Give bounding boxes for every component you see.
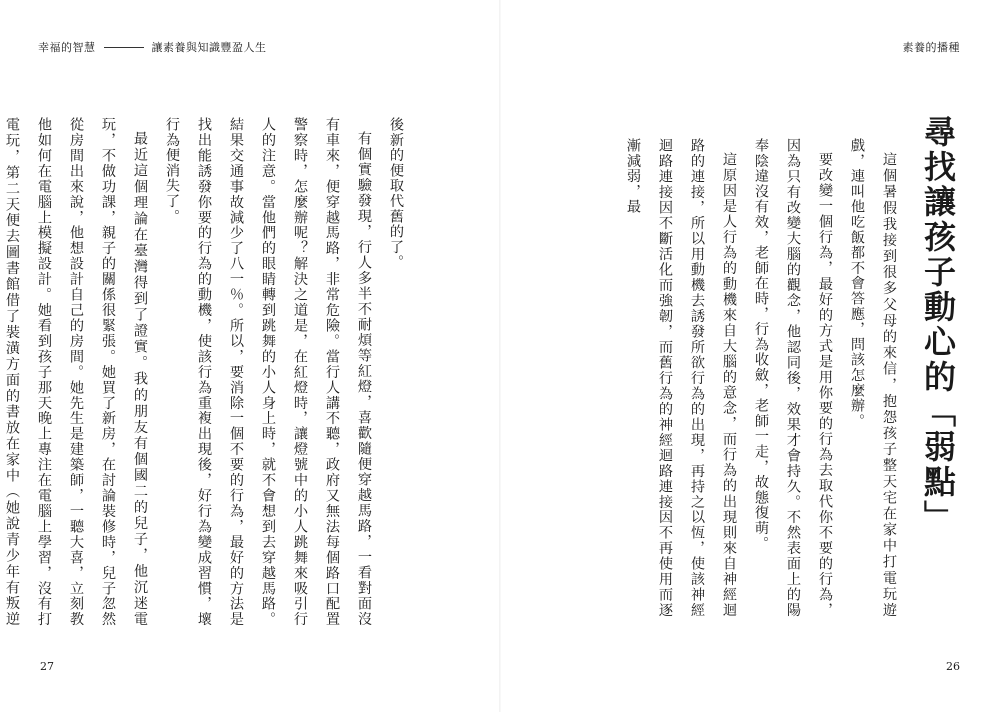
running-header-left xyxy=(38,39,267,55)
left-page-body xyxy=(4,117,412,627)
book-title: 幸福的智慧 xyxy=(38,41,96,54)
paragraph: 這個暑假我接到很多父母的來信，抱怨孩子整天宅在家中打電玩遊戲，連叫他吃飯都不會答應，問該怎麼辦。 xyxy=(849,138,897,618)
paragraph: 最近這個理論在臺灣得到了證實。我的朋友有個國二的兒子，他沉迷電玩，不做功課，親子的關係很緊張。她買了新房，在討論裝修時，兒子忽然從房間出來說，他想設計自己的房間。她先生是建築師，一聽大喜，立刻教他如何在電腦上模擬設計。她看到孩子那天晚上專注在電腦上學習，沒有打電玩，第二天便去圖書館借了裝潢方面的書放在家中（她說青少年有叛逆 xyxy=(4,117,148,627)
page-number-left: 27 xyxy=(40,660,54,673)
book-subtitle: 讓素養與知識豐盈人生 xyxy=(151,41,267,54)
chapter-title: 尋找讓孩子動心的「弱點」 xyxy=(919,115,957,535)
paragraph: 有個實驗發現，行人多半不耐煩等紅燈，喜歡隨便穿越馬路，一看對面沒有車來，便穿越馬路，非常危險。當行人講不聽，政府又無法每個路口配置警察時，怎麼辦呢？解決之道是，在紅燈時，讓燈號中的小人跳舞來吸引行人的注意。當他們的眼睛轉到跳舞的小人身上時，就不會想到去穿越馬路。結果交通事故減少了八一％。所以，要消除一個不要的行為，最好的方法是找出能誘發你要的行為的動機，使該行為重複出現後，好行為變成習慣，壞行為便消失了。 xyxy=(164,117,372,627)
right-page-body xyxy=(580,138,905,618)
page-number-right: 26 xyxy=(946,660,960,673)
running-header-right: 素養的播種 xyxy=(902,41,960,54)
paragraph: 這原因是人行為的動機來自大腦的意念，而行為的出現則來自神經迴路的連接，所以用動機去誘發所欲行為的出現，再持之以恆，使該神經迴路連接因不斷活化而強韌，而舊行為的神經迴路連接因不再使用而逐漸減弱，最 xyxy=(625,138,737,618)
header-rule xyxy=(104,47,144,48)
paragraph: 要改變一個行為，最好的方式是用你要的行為去取代你不要的行為，因為只有改變大腦的觀念，他認同後，效果才會持久。不然表面上的陽奉陰違沒有效，老師在時，行為收斂，老師一走，故態復萌。 xyxy=(753,138,833,618)
paragraph: 後新的便取代舊的了。 xyxy=(388,117,404,270)
